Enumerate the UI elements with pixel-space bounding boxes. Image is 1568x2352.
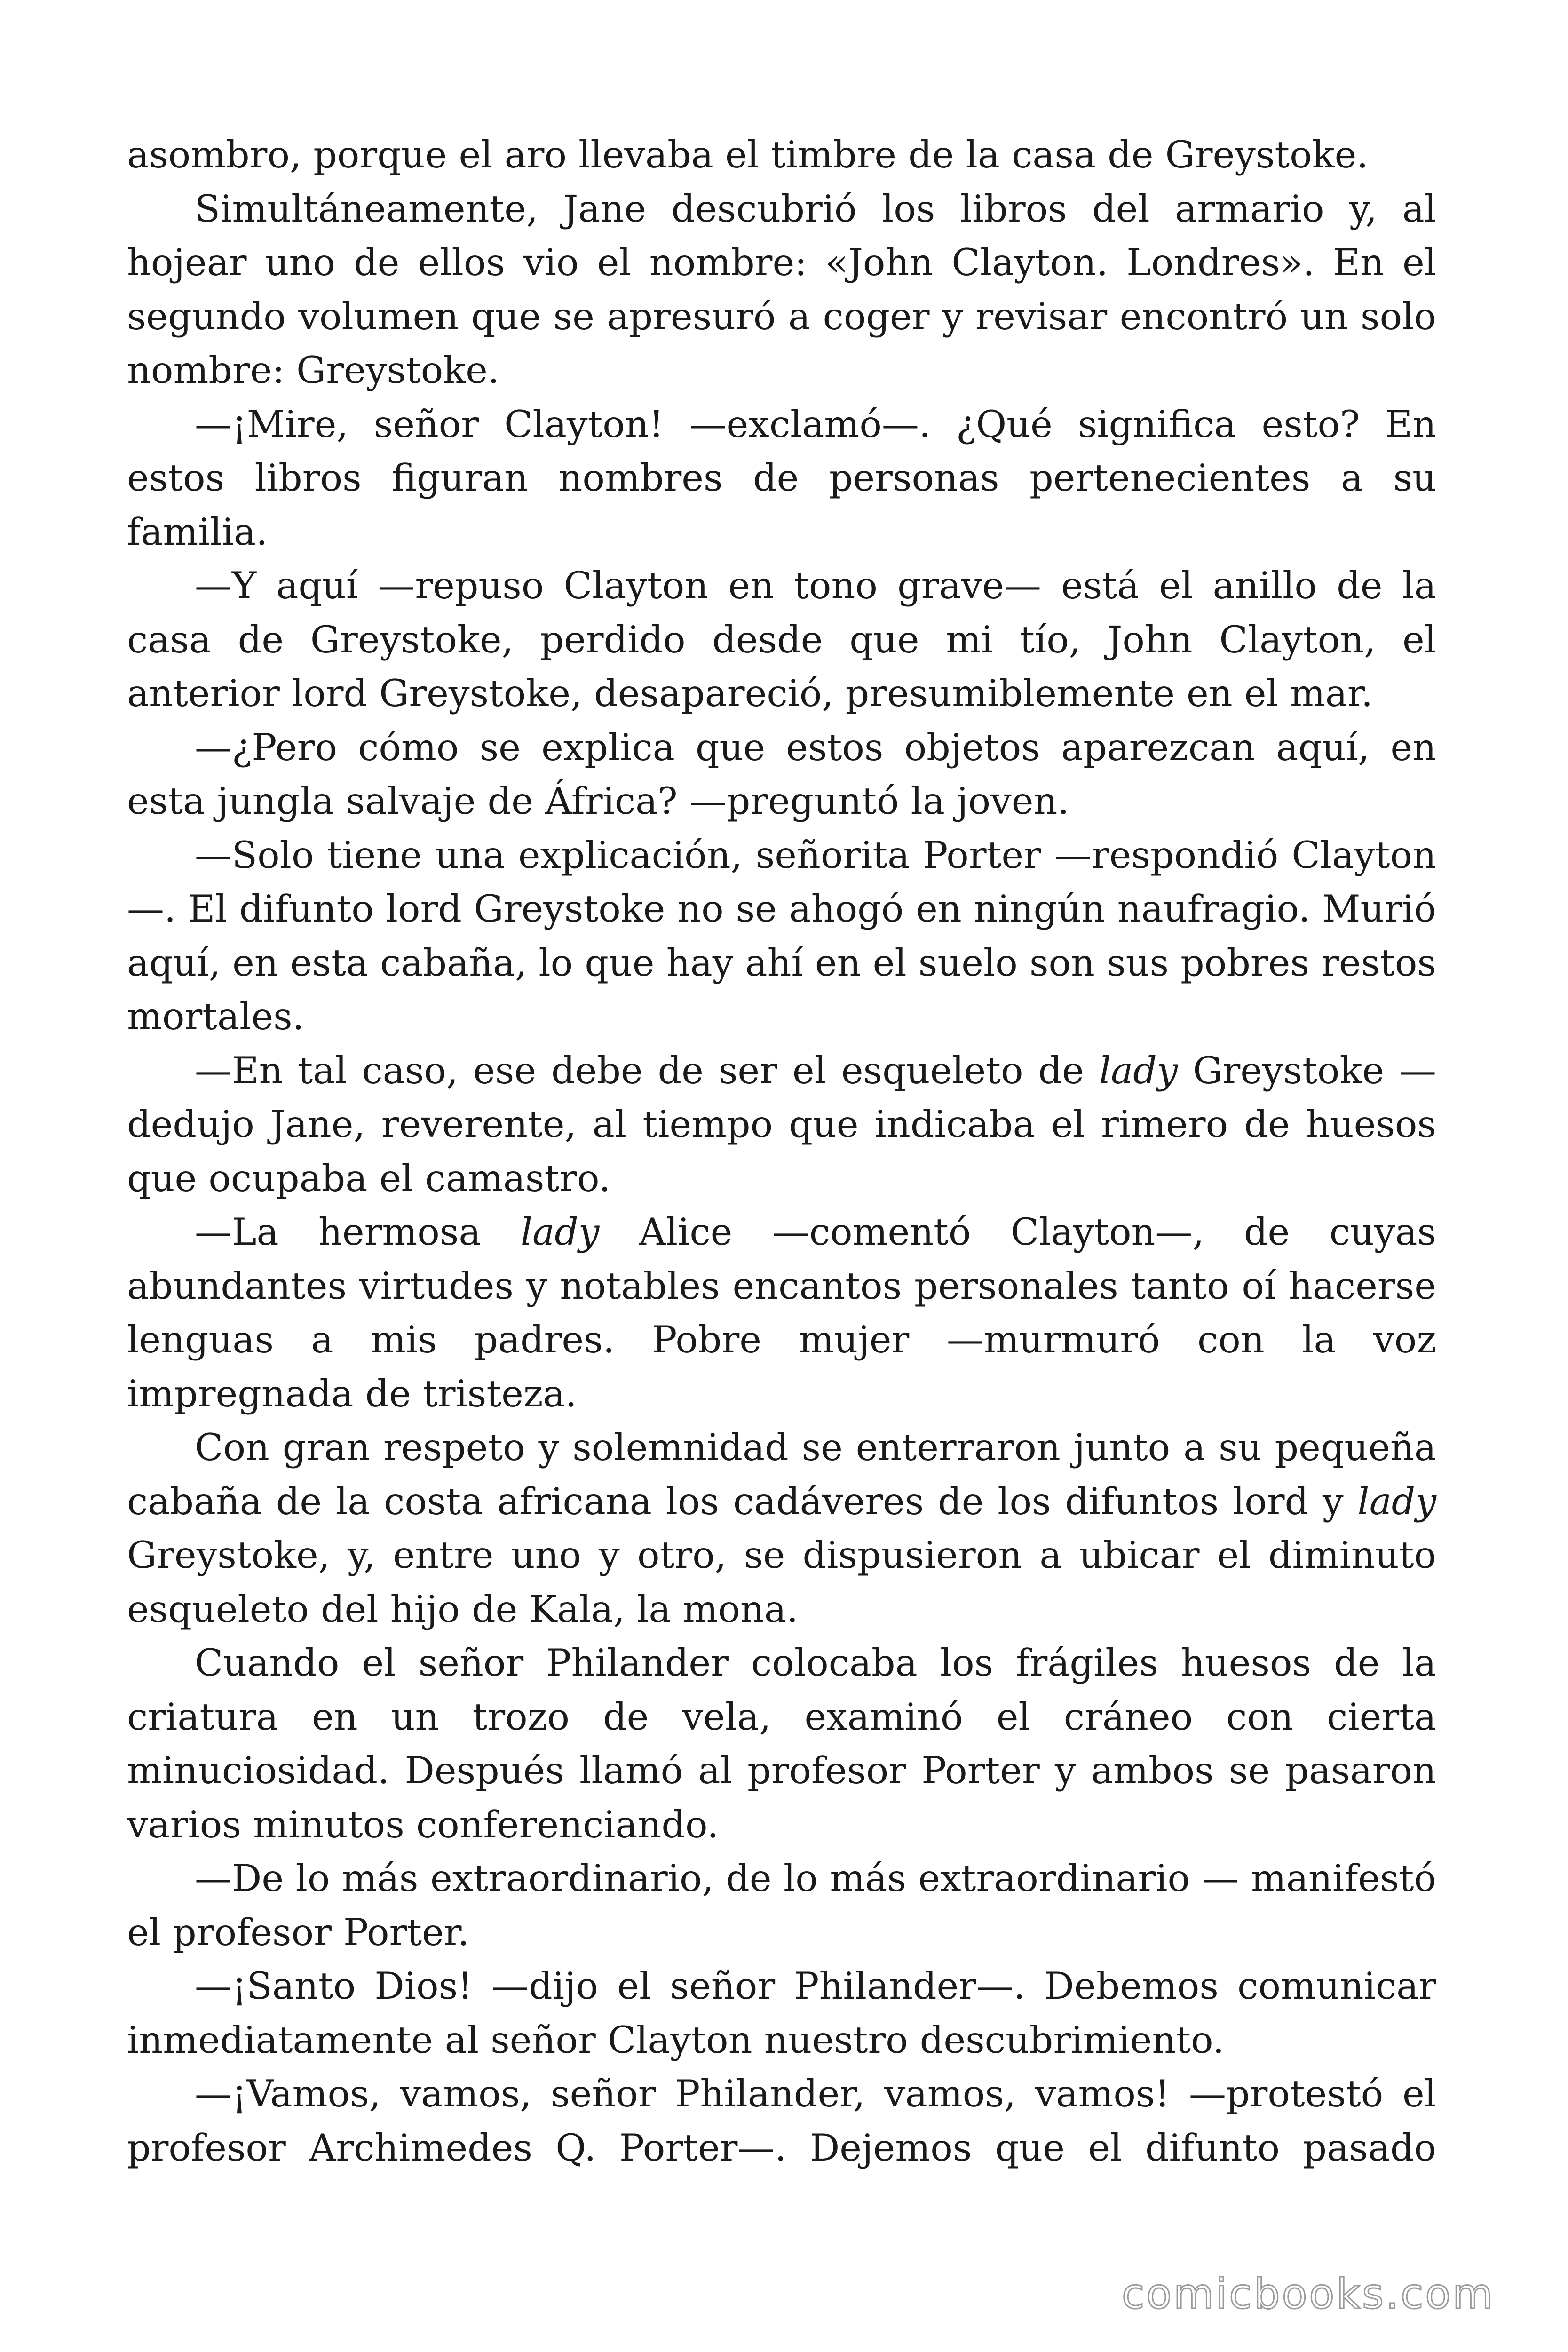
italic-word: lady [1099, 1049, 1178, 1092]
paragraph: —Solo tiene una explicación, señorita Porter —respondió Clayton—. El difunto lord Greystoke no se ahogó en ningún naufragio. Murió aquí, en esta cabaña, lo que hay ahí en el suelo son sus pobres restos mortales. [127, 833, 1436, 1038]
paragraph: —¡Vamos, vamos, señor Philander, vamos, vamos! —protestó el profesor Archimedes Q. Porter—. Dejemos que el difunto pasado [127, 2072, 1436, 2169]
italic-word: lady [1357, 1479, 1436, 1523]
book-page-text [127, 128, 1436, 2175]
paragraph: Cuando el señor Philander colocaba los frágiles huesos de la criatura en un trozo de vela, examinó el cráneo con cierta minuciosidad. Después llamó al profesor Porter y ambos se pasaron varios minutos conferenciando. [127, 1641, 1436, 1846]
paragraph: —¡Santo Dios! —dijo el señor Philander—. Debemos comunicar inmediatamente al señor Clayton nuestro descubrimiento. [127, 1964, 1436, 2062]
italic-word: lady [520, 1210, 600, 1254]
paragraph: —La hermosa lady Alice —comentó Clayton—, de cuyas abundantes virtudes y notables encantos personales tanto oí hacerse lenguas a mis padres. Pobre mujer —murmuró con la voz impregnada de tristeza. [127, 1210, 1436, 1415]
watermark: comicbooks.com [1121, 2270, 1495, 2318]
paragraph: Simultáneamente, Jane descubrió los libros del armario y, al hojear uno de ellos vio el nombre: «John Clayton. Londres». En el segundo volumen que se apresuró a coger y revisar encontró un solo nombre: Greystoke. [127, 187, 1436, 392]
paragraph: Con gran respeto y solemnidad se enterraron junto a su pequeña cabaña de la costa africana los cadáveres de los difuntos lord y lady Greystoke, y, entre uno y otro, se dispusieron a ubicar el diminuto esqueleto del hijo de Kala, la mona. [127, 1426, 1436, 1631]
paragraph: —¿Pero cómo se explica que estos objetos aparezcan aquí, en esta jungla salvaje de África? —preguntó la joven. [127, 725, 1436, 823]
paragraph: —De lo más extraordinario, de lo más extraordinario — manifestó el profesor Porter. [127, 1857, 1436, 1954]
paragraph: —Y aquí —repuso Clayton en tono grave— está el anillo de la casa de Greystoke, perdido desde que mi tío, John Clayton, el anterior lord Greystoke, desapareció, presumiblemente en el mar. [127, 564, 1436, 715]
paragraph: —¡Mire, señor Clayton! —exclamó—. ¿Qué significa esto? En estos libros figuran nombres de personas pertenecientes a su familia. [127, 402, 1436, 554]
paragraph: —En tal caso, ese debe de ser el esqueleto de lady Greystoke — dedujo Jane, reverente, al tiempo que indicaba el rimero de huesos que ocupaba el camastro. [127, 1049, 1437, 1200]
paragraph: asombro, porque el aro llevaba el timbre de la casa de Greystoke. [127, 133, 1369, 176]
